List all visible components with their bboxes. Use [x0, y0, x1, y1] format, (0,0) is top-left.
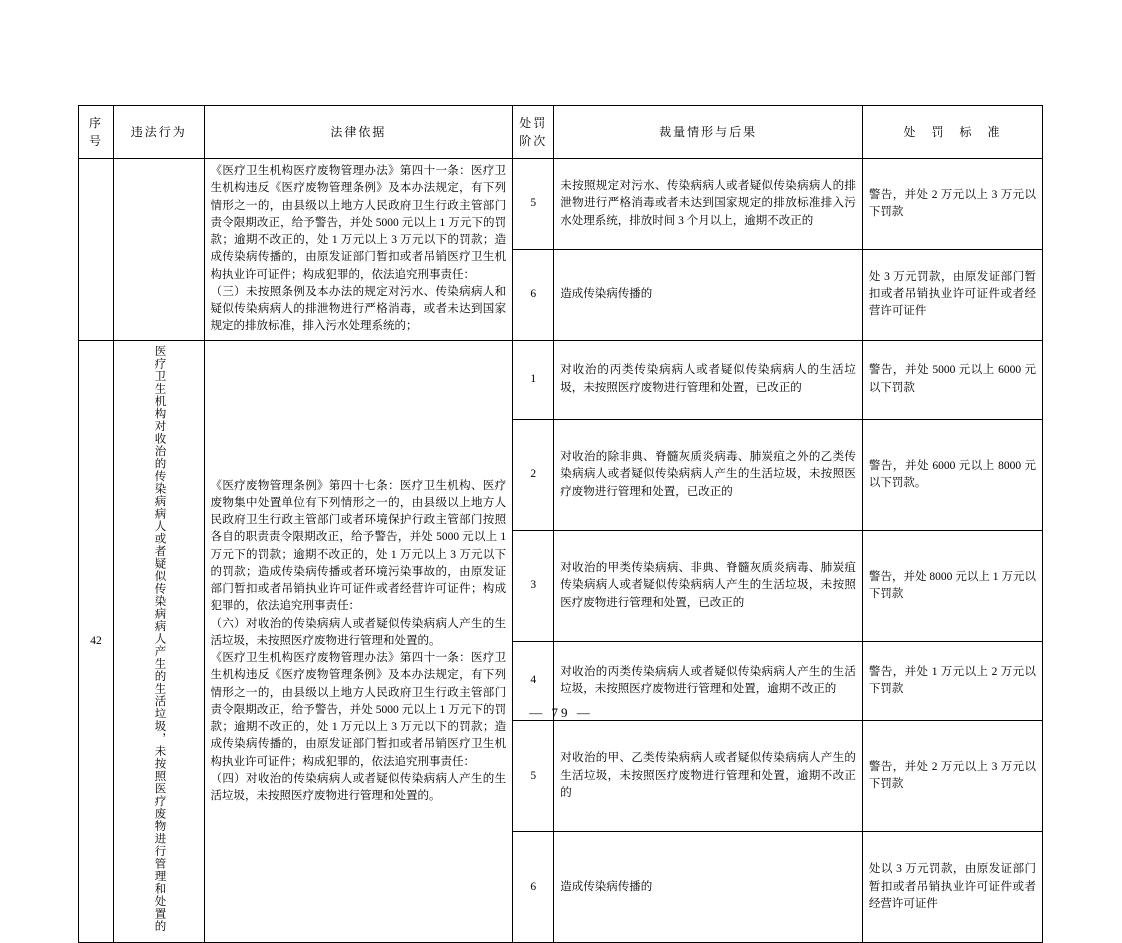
cell-penalty-level: 4	[513, 641, 554, 720]
header-penalty-standard: 处 罚 标 准	[862, 106, 1042, 159]
header-level-line1: 处罚	[519, 116, 548, 130]
legal-basis-paragraph: 《医疗卫生机构医疗废物管理办法》第四十一条：医疗卫生机构违反《医疗废物管理条例》及本办法规定，有下列情形之一的，由县级以上地方人民政府卫生行政主管部门责令限期改正，给予警告，并处 5000 元以上 1 万元下的罚款；逾期不改正的，处 1 万元以上 3 万元以下的罚款；造成传染病传播的，由原发证部门暂扣或者吊销医疗卫生机构执业许可证件；构成犯罪的，依法追究刑事责任：	[210, 652, 507, 768]
cell-illegal-act	[113, 340, 204, 943]
cell-circumstance: 造成传染病传播的	[554, 249, 863, 340]
cell-seq	[79, 159, 114, 341]
cell-circumstance: 造成传染病传播的	[554, 832, 863, 943]
illegal-act-text: 医疗卫生机构对收治的传染病病人或者疑似传染病病人产生的生活垃圾，未按照医疗废物进行管理和处置的	[153, 344, 166, 932]
cell-penalty-standard: 处以 3 万元罚款，由原发证部门暂扣或者吊销执业许可证件或者经营许可证件	[862, 832, 1042, 943]
header-legal-basis: 法律依据	[204, 106, 513, 159]
header-circumstance: 裁量情形与后果	[554, 106, 863, 159]
header-seq-line1: 序	[88, 116, 103, 130]
cell-circumstance: 对收治的除非典、脊髓灰质炎病毒、肺炭疽之外的乙类传染病病人或者疑似传染病病人产生的生活垃圾，未按照医疗废物进行管理和处置，已改正的	[554, 419, 863, 530]
table-row	[79, 340, 1043, 419]
cell-penalty-standard: 警告，并处 6000 元以上 8000 元以下罚款。	[862, 419, 1042, 530]
cell-circumstance: 对收治的丙类传染病病人或者疑似传染病病人产生的生活垃圾，未按照医疗废物进行管理和处置，逾期不改正的	[554, 641, 863, 720]
cell-seq: 42	[79, 340, 114, 943]
cell-illegal-act	[113, 159, 204, 341]
cell-penalty-level: 1	[513, 340, 554, 419]
cell-circumstance: 对收治的甲、乙类传染病病人或者疑似传染病病人产生的生活垃圾，未按照医疗废物进行管理和处置，逾期不改正的	[554, 721, 863, 832]
header-illegal-act: 违法行为	[113, 106, 204, 159]
legal-basis-paragraph: （六）对收治的传染病病人或者疑似传染病病人产生的生活垃圾，未按照医疗废物进行管理和处置的。	[210, 617, 507, 647]
cell-legal-basis	[204, 159, 513, 341]
header-seq-line2: 号	[88, 134, 103, 148]
cell-legal-basis	[204, 340, 513, 943]
cell-penalty-standard: 警告，并处 5000 元以上 6000 元以下罚款	[862, 340, 1042, 419]
cell-penalty-standard: 警告，并处 2 万元以上 3 万元以下罚款	[862, 159, 1042, 250]
penalty-discretion-table	[78, 105, 1043, 943]
cell-penalty-standard: 警告，并处 8000 元以上 1 万元以下罚款	[862, 530, 1042, 641]
table-header-row	[79, 106, 1043, 159]
cell-circumstance: 对收治的丙类传染病病人或者疑似传染病病人的生活垃圾，未按照医疗废物进行管理和处置，已改正的	[554, 340, 863, 419]
cell-penalty-level: 5	[513, 159, 554, 250]
cell-penalty-level: 5	[513, 721, 554, 832]
cell-penalty-standard: 警告，并处 1 万元以上 2 万元以下罚款	[862, 641, 1042, 720]
table-row	[79, 159, 1043, 250]
legal-basis-paragraph: 《医疗废物管理条例》第四十七条：医疗卫生机构、医疗废物集中处置单位有下列情形之一的，由县级以上地方人民政府卫生行政主管部门或者环境保护行政主管部门按照各自的职责责令限期改正，给予警告，并处 5000 元以上 1 万元下的罚款；逾期不改正的，处 1 万元以上 3 万元以下的罚款；造成传染病传播或者环境污染事故的，由原发证部门暂扣或者吊销执业许可证件或者经营许可证件；构成犯罪的，依法追究刑事责任：	[210, 479, 507, 613]
cell-penalty-standard: 警告，并处 2 万元以上 3 万元以下罚款	[862, 721, 1042, 832]
page-number: — 79 —	[529, 705, 593, 720]
header-seq	[79, 106, 114, 159]
legal-basis-paragraph: 《医疗卫生机构医疗废物管理办法》第四十一条：医疗卫生机构违反《医疗废物管理条例》及本办法规定，有下列情形之一的，由县级以上地方人民政府卫生行政主管部门责令限期改正，给予警告，并处 5000 元以上 1 万元下的罚款；逾期不改正的，处 1 万元以上 3 万元以下的罚款；造成传染病传播的，由原发证部门暂扣或者吊销医疗卫生机构执业许可证件；构成犯罪的，依法追究刑事责任：	[210, 165, 507, 281]
header-level-line2: 阶次	[519, 134, 548, 148]
header-penalty-level	[513, 106, 554, 159]
cell-circumstance: 未按照规定对污水、传染病病人或者疑似传染病病人的排泄物进行严格消毒或者未达到国家规定的排放标准排入污水处理系统，排放时间 3 个月以上，逾期不改正的	[554, 159, 863, 250]
cell-penalty-level: 2	[513, 419, 554, 530]
cell-circumstance: 对收治的甲类传染病病、非典、脊髓灰质炎病毒、肺炭疽传染病病人或者疑似传染病病人产生的生活垃圾，未按照医疗废物进行管理和处置，已改正的	[554, 530, 863, 641]
cell-penalty-level: 3	[513, 530, 554, 641]
cell-penalty-level: 6	[513, 832, 554, 943]
legal-basis-paragraph: （四）对收治的传染病病人或者疑似传染病病人产生的生活垃圾，未按照医疗废物进行管理和处置的。	[210, 772, 507, 802]
cell-penalty-level: 6	[513, 249, 554, 340]
cell-penalty-standard: 处 3 万元罚款，由原发证部门暂扣或者吊销执业许可证件或者经营许可证件	[862, 249, 1042, 340]
legal-basis-paragraph: （三）未按照条例及本办法的规定对污水、传染病病人和疑似传染病病人的排泄物进行严格消毒，或者未达到国家规定的排放标准，排入污水处理系统的；	[210, 285, 507, 333]
